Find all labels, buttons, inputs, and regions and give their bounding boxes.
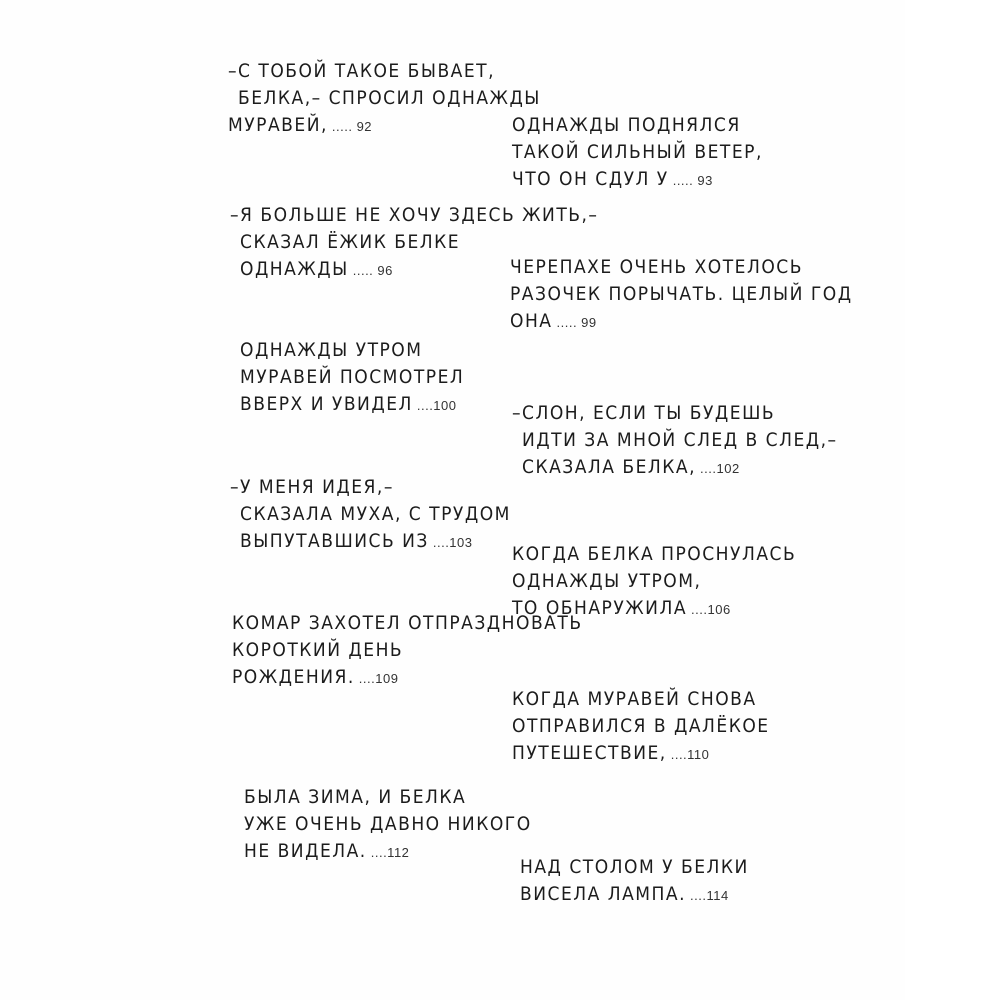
toc-entry [230, 474, 511, 556]
toc-entry-line: СКАЗАЛ ЁЖИК БЕЛКЕ [240, 231, 461, 253]
toc-entry-line: НЕ ВИДЕЛА. [244, 840, 367, 862]
toc-entry-line: –У МЕНЯ ИДЕЯ,– [230, 476, 394, 498]
toc-entry-line: КОГДА БЕЛКА ПРОСНУЛАСЬ [512, 543, 797, 565]
toc-entry-line: ВВЕРХ И УВИДЕЛ [240, 393, 413, 415]
page-number: ....103 [432, 535, 473, 550]
toc-entry-line: ОДНАЖДЫ УТРОМ, [512, 570, 702, 592]
page-number: ....102 [700, 461, 740, 476]
toc-entry-line: ОДНАЖДЫ [240, 258, 349, 280]
toc-entry-line: КОМАР ЗАХОТЕЛ ОТПРАЗДНОВАТЬ [232, 612, 583, 634]
toc-entry-line: КОГДА МУРАВЕЙ СНОВА [512, 688, 757, 710]
toc-entry-line: РОЖДЕНИЯ. [232, 666, 355, 688]
toc-entry-line: БЕЛКА,– СПРОСИЛ ОДНАЖДЫ [238, 87, 541, 109]
toc-entry-line: –СЛОН, ЕСЛИ ТЫ БУДЕШЬ [512, 402, 776, 424]
page-number: ....110 [670, 747, 710, 762]
toc-entry [512, 112, 763, 194]
toc-entry-line: ОТПРАВИЛСЯ В ДАЛЁКОЕ [512, 715, 770, 737]
page-number: ....114 [690, 888, 729, 903]
page-number: ....112 [370, 845, 410, 860]
toc-entry-line: МУРАВЕЙ, [228, 114, 328, 136]
page-number: ....109 [358, 671, 399, 686]
page-margin [905, 0, 1000, 1000]
toc-entry-line: ТАКОЙ СИЛЬНЫЙ ВЕТЕР, [512, 141, 763, 163]
toc-entry [244, 784, 532, 866]
toc-entry-line: РАЗОЧЕК ПОРЫЧАТЬ. ЦЕЛЫЙ ГОД [510, 283, 853, 305]
toc-entry-line: ОДНАЖДЫ ПОДНЯЛСЯ [512, 114, 741, 136]
toc-entry-line: БЫЛА ЗИМА, И БЕЛКА [244, 786, 467, 808]
toc-entry-line: ИДТИ ЗА МНОЙ СЛЕД В СЛЕД,– [522, 429, 838, 451]
toc-entry-line: СКАЗАЛА БЕЛКА, [522, 456, 697, 478]
toc-entry [240, 337, 464, 419]
toc-entry-line: ОНА [510, 310, 553, 332]
toc-entry [512, 400, 838, 482]
page-number: ....100 [416, 398, 457, 413]
page-number: ..... 92 [331, 119, 373, 134]
page-number: ....106 [691, 602, 731, 617]
toc-entry-line: КОРОТКИЙ ДЕНЬ [232, 639, 404, 661]
toc-entry-line: ПУТЕШЕСТВИЕ, [512, 742, 667, 764]
toc-entry [228, 58, 541, 140]
toc-entry-line: ВЫПУТАВШИСЬ ИЗ [240, 530, 429, 552]
toc-entry-line: ЧТО ОН СДУЛ У [512, 168, 669, 190]
toc-entry [512, 686, 770, 768]
page-number: ..... 99 [556, 315, 597, 330]
toc-entry [512, 541, 796, 623]
toc-entry [510, 254, 853, 336]
toc-entry-line: –Я БОЛЬШЕ НЕ ХОЧУ ЗДЕСЬ ЖИТЬ,– [230, 204, 599, 226]
toc-entry [520, 854, 749, 909]
toc-entry-line: МУРАВЕЙ ПОСМОТРЕЛ [240, 366, 465, 388]
toc-entry-line: УЖЕ ОЧЕНЬ ДАВНО НИКОГО [244, 813, 532, 835]
toc-entry-line: ЧЕРЕПАХЕ ОЧЕНЬ ХОТЕЛОСЬ [510, 256, 803, 278]
toc-entry-line: ТО ОБНАРУЖИЛА [512, 597, 688, 619]
toc-entry-line: ВИСЕЛА ЛАМПА. [520, 883, 686, 905]
toc-entry-line: СКАЗАЛА МУХА, С ТРУДОМ [240, 503, 511, 525]
toc-entry-line: –С ТОБОЙ ТАКОЕ БЫВАЕТ, [228, 60, 496, 82]
toc-entry-line: ОДНАЖДЫ УТРОМ [240, 339, 423, 361]
page-number: ..... 93 [672, 173, 713, 188]
toc-entry-line: НАД СТОЛОМ У БЕЛКИ [520, 856, 749, 878]
page-number: ..... 96 [352, 263, 393, 278]
